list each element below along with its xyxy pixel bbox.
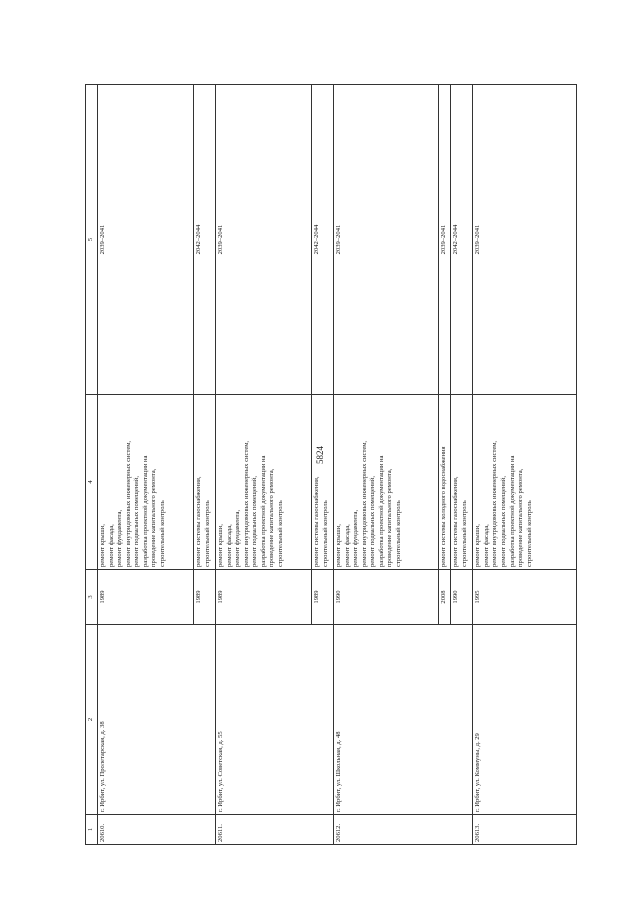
work-item: строительный контроль	[321, 500, 329, 567]
header-col-3: 3	[86, 570, 98, 625]
works-list	[451, 395, 473, 570]
work-item: проведение капитального ремонта,	[268, 468, 276, 567]
work-item: ремонт фасада,	[107, 524, 115, 567]
repair-period: 2039–2041	[333, 85, 438, 395]
repair-period: 2042–2044	[312, 85, 334, 395]
work-item: ремонт фундамента,	[234, 509, 242, 567]
works-list	[98, 395, 194, 570]
header-col-4: 4	[86, 395, 98, 570]
table-body	[98, 85, 577, 845]
works-list	[215, 395, 311, 570]
page-number: 5824	[315, 446, 325, 464]
build-year: 1989	[98, 570, 194, 625]
build-year: 1989	[312, 570, 334, 625]
work-item: строительный контроль	[525, 500, 533, 567]
work-item: ремонт внутридомовых инженерных систем,	[242, 440, 250, 567]
repair-period: 2039–2041	[215, 85, 311, 395]
works-list	[333, 395, 438, 570]
work-item: ремонт системы газоснабжения,	[313, 476, 321, 567]
header-col-1: 1	[86, 815, 98, 845]
table-row	[215, 85, 311, 845]
work-item: строительный контроль	[203, 500, 211, 567]
entry-number: 20611.	[215, 815, 333, 845]
work-item: строительный контроль	[394, 500, 402, 567]
work-item: ремонт подвальных помещений,	[251, 476, 259, 567]
build-year: 1989	[194, 570, 216, 625]
build-year: 1990	[451, 570, 473, 625]
work-item: ремонт подвальных помещений,	[133, 476, 141, 567]
work-item: строительный контроль	[276, 500, 284, 567]
table-row	[98, 85, 194, 845]
work-item: ремонт внутридомовых инженерных систем,	[124, 440, 132, 567]
header-col-2: 2	[86, 625, 98, 815]
work-item: ремонт системы газоснабжения,	[195, 476, 203, 567]
entry-address: г. Ирбит, ул. Коммуны, д. 29	[473, 625, 577, 815]
work-item: проведение капитального ремонта,	[517, 468, 525, 567]
works-list	[194, 395, 216, 570]
work-item: ремонт внутридомовых инженерных систем,	[360, 440, 368, 567]
header-row	[86, 85, 98, 845]
build-year: 1990	[333, 570, 438, 625]
work-item: ремонт фасада,	[343, 524, 351, 567]
work-item: строительный контроль	[460, 500, 468, 567]
works-list	[438, 395, 451, 570]
work-item: ремонт фасада,	[482, 524, 490, 567]
repair-period: 2042–2044	[451, 85, 473, 395]
entry-number: 20610.	[98, 815, 216, 845]
work-item: ремонт крыши,	[474, 524, 482, 567]
build-year: 1995	[473, 570, 577, 625]
work-item: ремонт подвальных помещений,	[369, 476, 377, 567]
repair-period: 2039–2041	[98, 85, 194, 395]
work-item: ремонт внутридомовых инженерных систем,	[491, 440, 499, 567]
work-item: разработка проектной документации на	[141, 455, 149, 567]
work-item: разработка проектной документации на	[259, 455, 267, 567]
work-item: ремонт фасада,	[225, 524, 233, 567]
entry-address: г. Ирбит, ул. Пролетарская, д. 38	[98, 625, 216, 815]
work-item: проведение капитального ремонта,	[150, 468, 158, 567]
work-item: ремонт фундамента,	[116, 509, 124, 567]
build-year: 1989	[215, 570, 311, 625]
work-item: ремонт системы газоснабжения,	[452, 476, 460, 567]
table-row	[473, 85, 577, 845]
work-item: ремонт крыши,	[216, 524, 224, 567]
table-row	[333, 85, 438, 845]
work-item: ремонт крыши,	[334, 524, 342, 567]
repair-period: 2039–2041	[438, 85, 451, 395]
header-col-5: 5	[86, 85, 98, 395]
work-item: ремонт подвальных помещений,	[499, 476, 507, 567]
repair-period: 2042–2044	[194, 85, 216, 395]
work-item: ремонт крыши,	[99, 524, 106, 567]
entry-address: г. Ирбит, ул. Советская, д. 55	[215, 625, 333, 815]
entry-address: г. Ирбит, ул. Школьная, д. 48	[333, 625, 472, 815]
entry-number: 20613.	[473, 815, 577, 845]
work-item: проведение капитального ремонта,	[386, 468, 394, 567]
work-item: разработка проектной документации на	[508, 455, 516, 567]
repair-schedule-table	[85, 84, 577, 845]
work-item: разработка проектной документации на	[377, 455, 385, 567]
repair-period: 2039–2041	[473, 85, 577, 395]
work-item: строительный контроль	[158, 500, 166, 567]
works-list	[312, 395, 334, 570]
entry-number: 20612.	[333, 815, 472, 845]
work-item: ремонт системы холодного водоснабжения	[439, 446, 447, 567]
works-list	[473, 395, 577, 570]
rotated-table-container	[85, 85, 577, 845]
build-year: 2008	[438, 570, 451, 625]
work-item: ремонт фундамента,	[352, 509, 360, 567]
